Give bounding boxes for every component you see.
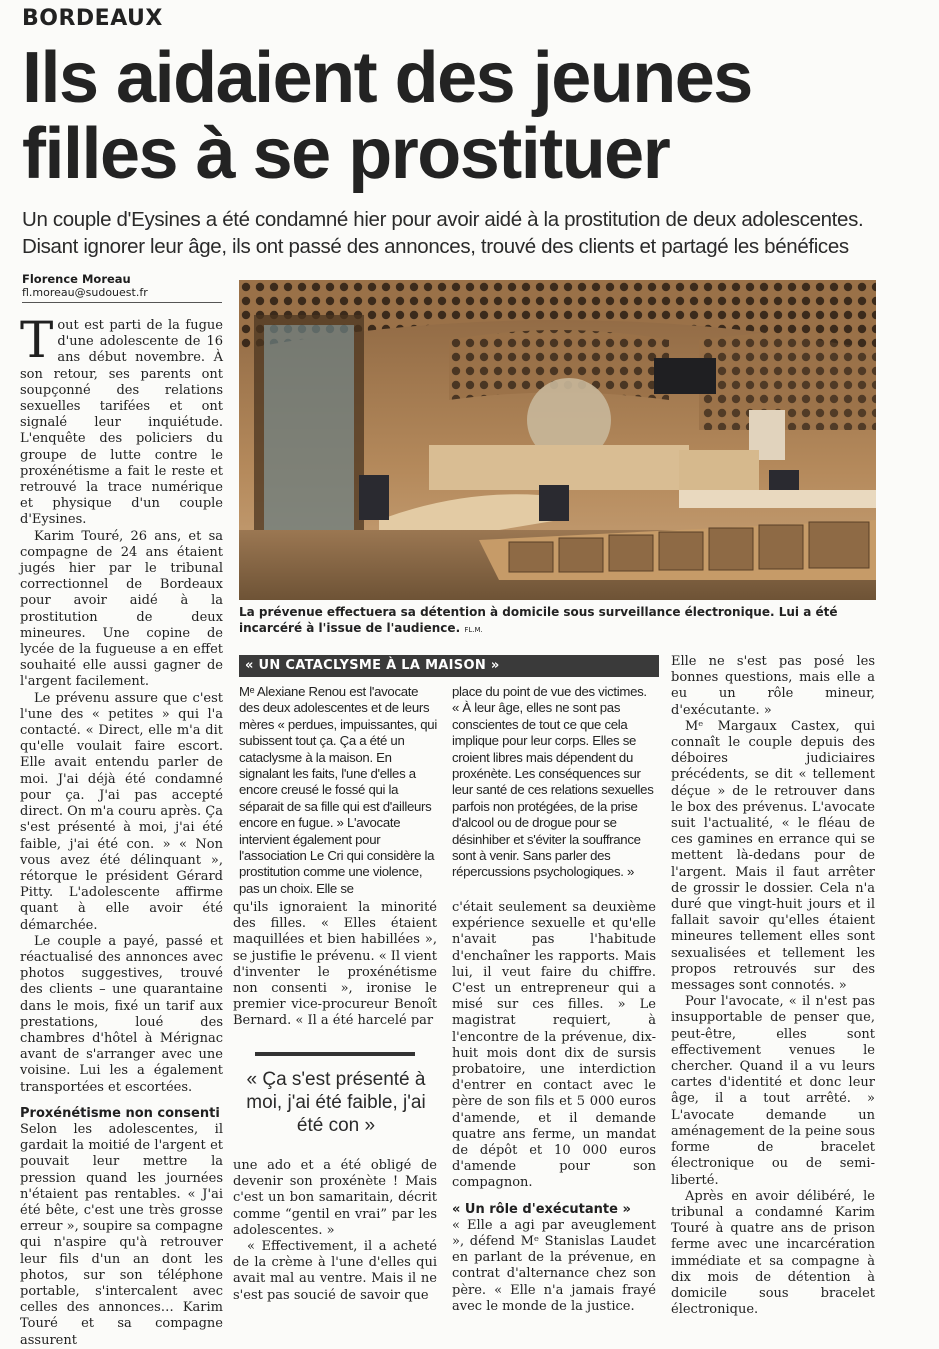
box-text-2: place du point de vue des victimes. « À leur âge, elles ne sont pas conscientes de tout ce que cela implique pour leur corps. Elles se croient libres mais dépendent du proxénète. Les conséquences sur leur santé de ces relations sexuelles parfois non protégées, de la prise d'alcool ou de drogue pour se désinhiber et s'éviter la souffrance sont à venir. Sans parler des répercussions psychologiques. »: [452, 684, 654, 880]
courtroom-photo: [239, 280, 876, 600]
headline: Ils aidaient des jeunes filles à se prostituer: [22, 38, 752, 194]
pull-quote: « Ça s'est présenté à moi, j'ai été faible, j'ai été con »: [246, 1069, 426, 1136]
section-kicker: BORDEAUX: [22, 6, 163, 31]
column-3: [452, 900, 656, 1315]
paragraph: Le prévenu assure que c'est l'une des « petites » qui l'a contacté. « Direct, elle m'a dit qu'elle voulait faire escort. Elle avait entendu parler de moi. J'ai déjà été condamné pour ça. J'ai pas accepté direct. On m'a couru après. Ça s'est présenté à moi, j'ai été faible, j'ai été con. » « Non vous avez été délinquant », rétorque le président Gérard Pitty. L'adolescente affirme quant à elle avoir été démarchée.: [20, 690, 223, 933]
paragraph: Elle ne s'est pas posé les bonnes questions, mais elle a eu un rôle mineur, d'exécutante. »: [671, 654, 875, 718]
column-2-continued: [233, 1158, 437, 1304]
box-heading: « UN CATACLYSME À LA MAISON »: [239, 655, 659, 677]
standfirst: Un couple d'Eysines a été condamné hier pour avoir aidé à la prostitution de deux adolescentes. Disant ignorer leur âge, ils ont passé des annonces, trouvé des clients et partagé les bénéfices: [22, 208, 864, 258]
paragraph: « Effectivement, il a acheté de la crème à l'une d'elles qui avait mal au ventre. Mais il ne s'est pas soucié de savoir que: [233, 1239, 437, 1303]
paragraph: Le couple a payé, passé et réactualisé des annonces avec photos suggestives, trouvé des clients – une quarantaine dans le mois, fixé un tarif aux prestations, loué des chambres d'hôtel à Mérignac avant de s'arranger avec une voisine. Lui les a également transportées et escortées.: [20, 933, 223, 1095]
paragraph: Karim Touré, 26 ans, et sa compagne de 24 ans étaient jugés hier par le tribunal correctionnel de Bordeaux pour avoir aidé à la prostitution de deux mineures. Une copine de lycée de la fugueuse a en effet souhaité elle aussi gagner de l'argent facilement.: [20, 528, 223, 690]
paragraph: Pour l'avocate, « il n'est pas insupportable de penser que, peut-être, elles sont effectivement venues le chercher. Quand il a vu leurs cartes d'identité et donc leur âge, il a tout arrêté. » L'avocate demande un aménagement de la peine sous forme de bracelet électronique ou de semi-liberté.: [671, 994, 875, 1188]
quote-rule: [255, 1052, 415, 1056]
drop-cap: T: [20, 311, 54, 369]
box-text-1: Mᵉ Alexiane Renou est l'avocate des deux adolescentes et de leurs mères « perdues, impuissantes, qui subissent tout ça. Ça a été un cataclysme à la maison. En signalant les faits, l'une d'elles a encore creusé le fossé qui la séparait de sa fille qui est d'ailleurs encore en fugue. » L'avocate intervient également pour l'association Le Cri qui considère la prostitution comme une violence, pas un choix. Elle se: [239, 684, 437, 896]
paragraph: « Elle a agi par aveuglement », défend Mᵉ Stanislas Laudet en parlant de la prévenue, en contrat d'alternance chez son père. « Elle n'a jamais frayé avec le monde de la justice.: [452, 1217, 656, 1314]
paragraph: Mᵉ Margaux Castex, qui connaît le couple depuis des déboires judiciaires précédents, se dit « tellement déçue » de le retrouver dans le box des prévenus. L'avocate suit l'actualité, « le fléau de ces gamines en errance qui se mettent là-dedans pour de l'argent. Mais il faut arrêter de grossir le dossier. Cela n'a duré que vingt-huit jours et il fallait savoir qu'elles étaient mineures tellement elles sont sexualisées et tellement les propos retrouvés sur des messages sont connotés. »: [671, 718, 875, 994]
paragraph: Tout est parti de la fugue d'une adolescente de 16 ans début novembre. À son retour, ses parents ont soupçonné des relations sexuelles tarifées et ont signalé leur inquiétude. L'enquête des policiers du groupe de lutte contre le proxénétisme a fait le reste et retrouvé la trace numérique et physique d'un couple d'Eysines.: [20, 311, 223, 528]
paragraph: Après en avoir délibéré, le tribunal a condamné Karim Touré à quatre ans de prison ferme avec une incarcération immédiate et sa compagne à dix mois de détention à domicile sous bracelet électronique.: [671, 1188, 875, 1318]
subheading: Proxénétisme non consenti: [20, 1105, 220, 1121]
paragraph: Selon les adolescentes, il gardait la moitié de l'argent et pouvait leur mettre la pression quand les journées n'étaient pas rentables. « J'ai été bête, c'est une très grosse erreur », soupire sa compagne qui n'aspire qu'à retrouver leur fils d'un an dont les photos, sur son téléphone portable, s'intercalent avec celles des annonces… Karim Touré et sa compagne assurent: [20, 1121, 223, 1348]
column-2: [233, 900, 437, 1030]
byline: [22, 272, 222, 303]
paragraph: une ado et a été obligé de devenir son proxénète ! Mais c'est un bon samaritain, décrit comme “gentil en vrai” par les adolescentes. »: [233, 1158, 437, 1238]
photo-caption: [239, 604, 876, 638]
author-name: Florence Moreau: [22, 272, 131, 286]
caption-text: La prévenue effectuera sa détention à domicile sous surveillance électronique. Lui a été incarcéré à l'issue de l'audience.: [239, 605, 838, 635]
paragraph: c'était seulement sa deuxième expérience sexuelle et qu'elle n'avait pas l'habitude d'enchaîner les rapports. Mais lui, il veut faire du chiffre. C'est un entrepreneur qui a misé sur ces filles. » Le magistrat requiert, à l'encontre de la prévenue, dix-huit mois dont dix de sursis probatoire, une interdiction d'entrer en contact avec le père de son fils et 5 000 euros d'amende, et il demande quatre ans ferme, un mandat de dépôt et 10 000 euros d'amende pour son compagnon.: [452, 900, 656, 1191]
paragraph: qu'ils ignoraient la minorité des filles. « Elles étaient maquillées et bien habillées », se justifie le prévenu. « Il vient d'inventer le proxénétisme non consenti », ironise le premier vice-procureur Benoît Bernard. « Il a été harcelé par: [233, 900, 438, 1029]
subheading: « Un rôle d'exécutante »: [452, 1201, 631, 1217]
author-email[interactable]: fl.moreau@sudouest.fr: [22, 286, 148, 299]
column-1: [20, 311, 223, 1349]
column-4: [671, 654, 875, 1318]
photo-credit: FL.M.: [464, 626, 483, 634]
